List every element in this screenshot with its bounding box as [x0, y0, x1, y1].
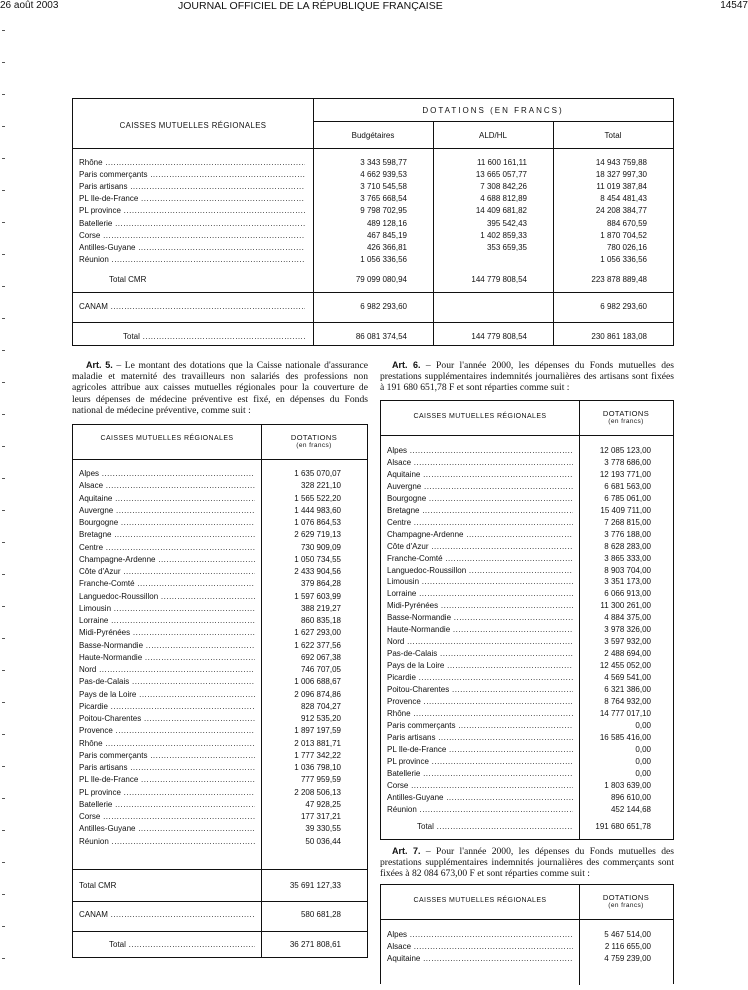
row-value: 11 600 161,11 [477, 158, 527, 167]
col-header-en-francs: (en francs) [296, 442, 332, 449]
table-row [381, 732, 673, 744]
table-row [73, 836, 367, 848]
table-row [381, 517, 673, 529]
row-value: 2 629 719,13 [294, 530, 341, 540]
row-label: Paris artisans ..... [387, 732, 573, 744]
row-label: Bourgogne ..... [387, 493, 573, 505]
article-5-label: Art. 5. [86, 360, 113, 370]
row-value: 1 635 070,07 [294, 469, 341, 478]
row-value: 4 688 812,89 [480, 194, 527, 204]
table-row [73, 701, 367, 713]
table-row [73, 627, 367, 639]
table-row [73, 578, 367, 590]
row-value: 1 056 336,56 [600, 254, 647, 264]
row-value: 388 219,27 [300, 603, 341, 613]
row-label: Midi-Pyrénées ..... [387, 600, 573, 612]
table-row [73, 218, 673, 230]
row-label: Pays de la Loire ..... [387, 660, 573, 672]
table-row [381, 941, 673, 953]
row-value: 15 409 711,00 [600, 505, 651, 515]
row-label: Alpes ..... [387, 445, 573, 457]
row-label: Côte d'Azur ..... [387, 541, 573, 553]
row-value: 7 308 842,26 [480, 182, 527, 192]
table-row [73, 566, 367, 578]
article-7-paragraph [380, 846, 674, 880]
row-value: 6 321 386,00 [604, 685, 651, 694]
row-label: Languedoc-Roussillon ..... [79, 591, 255, 603]
row-value: 828 704,27 [300, 701, 341, 711]
table-row [381, 565, 673, 577]
row-value: 16 585 416,00 [599, 732, 651, 742]
row-label: Corse ..... [79, 230, 305, 242]
table-row [381, 505, 673, 517]
row-value: 0,00 [635, 744, 651, 754]
row-label: Batellerie ..... [387, 768, 573, 780]
row-value: 1 076 864,53 [294, 518, 341, 527]
row-value: 50 036,44 [305, 836, 341, 846]
row-label: Haute-Normandie ..... [387, 624, 573, 636]
table-commercants [380, 884, 674, 984]
row-label: Paris artisans ..... [79, 181, 305, 193]
row-label: Alsace ..... [387, 941, 573, 953]
row-label: Nord ..... [79, 664, 255, 676]
row-label: Centre ..... [79, 542, 255, 554]
table-row [381, 612, 673, 624]
row-label: Corse ..... [79, 811, 255, 823]
header-journal-title: JOURNAL OFFICIEL DE LA RÉPUBLIQUE FRANÇAISE [178, 0, 443, 12]
row-label: Alsace ..... [79, 480, 255, 492]
table-medecine-preventive [72, 424, 368, 958]
row-label: Pays de la Loire ..... [79, 689, 255, 701]
row-value: 14 409 681,82 [475, 206, 527, 216]
row-label: Antilles-Guyane ..... [387, 792, 573, 804]
row-label: Picardie ..... [79, 701, 255, 713]
row-value: 860 835,18 [300, 616, 341, 625]
table-row [381, 804, 673, 816]
row-value: 2 488 694,00 [604, 649, 651, 659]
row-label: Poitou-Charentes ..... [387, 684, 573, 696]
row-value: 912 535,20 [300, 714, 341, 723]
row-label: Antilles-Guyane ..... [79, 242, 305, 254]
row-label: Poitou-Charentes ..... [79, 713, 255, 725]
article-5-paragraph [72, 360, 368, 416]
article-7-text: – Pour l'année 2000, les dépenses du Fonds mutuelles des prestations supplémentaires indemnités journalières des commerçants sont fixées à 82 084 673,00 F et sont réparties comme suit : [380, 846, 675, 880]
row-value: 1 050 734,55 [294, 554, 341, 564]
row-value: 24 208 384,77 [595, 206, 647, 216]
table-row [381, 553, 673, 565]
table-row-total: Total ..... 36 271 808,61 [73, 939, 367, 951]
table-row [73, 787, 367, 799]
row-value: 1 803 639,00 [604, 780, 651, 790]
row-label: Bourgogne ..... [79, 517, 255, 529]
row-label: Aquitaine ..... [387, 469, 573, 481]
row-value: 489 128,16 [366, 218, 407, 228]
row-label: Languedoc-Roussillon ..... [387, 565, 573, 577]
row-value: 1 036 798,10 [294, 763, 341, 772]
row-value: 884 670,59 [606, 218, 647, 228]
row-label: Auvergne ..... [79, 505, 255, 517]
page-header [0, 0, 748, 16]
row-value: 692 067,38 [300, 652, 341, 662]
table-row [73, 762, 367, 774]
row-value: 0,00 [635, 768, 651, 778]
row-value: 3 978 326,00 [604, 625, 651, 635]
row-value: 4 884 375,00 [604, 613, 651, 623]
table-row [73, 157, 673, 169]
row-value: 452 144,68 [610, 804, 651, 814]
row-label: Centre ..... [387, 517, 573, 529]
table-dotations-caisses [72, 98, 674, 346]
article-6-text: – Pour l'année 2000, les dépenses du Fonds mutuelles des prestations supplémentaires indemnités journalières des artisans sont fixées à 191 680 651,78 F et sont réparties comme suit : [380, 360, 675, 394]
row-value: 3 765 668,54 [360, 194, 407, 204]
row-value: 6 785 061,00 [604, 493, 651, 503]
table-row [73, 193, 673, 205]
col-header-budgetaires: Budgétaires [351, 131, 395, 140]
row-label: Basse-Normandie ..... [79, 640, 255, 652]
table-row [73, 468, 367, 480]
table-row [73, 689, 367, 701]
table-row [73, 169, 673, 181]
row-label: PL province ..... [387, 756, 573, 768]
table-row-total-cmr: Total CMR 35 691 127,33 [79, 881, 341, 890]
row-label: PL province ..... [79, 205, 305, 217]
row-value: 0,00 [635, 720, 651, 730]
row-value: 11 300 261,00 [600, 601, 651, 611]
row-label: PL Ile-de-France ..... [79, 193, 305, 205]
col-header-en-francs: (en francs) [608, 418, 644, 425]
table-row [381, 929, 673, 941]
row-value: 3 351 173,00 [604, 577, 651, 587]
table-row [73, 591, 367, 603]
row-label: Lorraine ..... [387, 588, 573, 600]
row-value: 18 327 997,30 [595, 170, 647, 180]
table-row [73, 615, 367, 627]
row-value: 1 056 336,56 [360, 254, 407, 264]
row-label: Côte d'Azur ..... [79, 566, 255, 578]
row-value: 13 665 057,77 [475, 170, 527, 180]
col-header-ald: ALD/HL [478, 131, 507, 140]
row-label: Rhône ..... [387, 708, 573, 720]
row-label: Limousin ..... [79, 603, 255, 615]
row-value: 1 565 522,20 [294, 493, 341, 503]
row-value: 3 865 333,00 [604, 553, 651, 563]
table-row [73, 799, 367, 811]
row-label: Limousin ..... [387, 576, 573, 588]
table-row-total: Total ..... 191 680 651,78 [381, 821, 673, 833]
row-value: 39 330,55 [305, 824, 341, 834]
col-header-dotations: DOTATIONS [602, 893, 650, 902]
table-row [73, 529, 367, 541]
row-value: 0,00 [635, 756, 651, 766]
row-value: 379 864,28 [300, 579, 341, 589]
row-label: Franche-Comté ..... [79, 578, 255, 590]
table-row [381, 600, 673, 612]
row-value: 5 467 514,00 [604, 930, 651, 939]
row-label: Bretagne ..... [387, 505, 573, 517]
table-row [381, 768, 673, 780]
row-label: Rhône ..... [79, 157, 305, 169]
row-value: 47 928,25 [305, 799, 341, 809]
row-value: 177 317,21 [300, 812, 341, 821]
table-row-canam: CANAM ..... 6 982 293,60 6 982 293,60 [73, 301, 673, 313]
table-row [73, 738, 367, 750]
table-row [381, 576, 673, 588]
row-value: 1 777 342,22 [294, 750, 341, 760]
row-value: 1 597 603,99 [294, 591, 341, 601]
article-6-paragraph [380, 360, 674, 394]
row-value: 6 066 913,00 [604, 589, 651, 599]
table-row [381, 953, 673, 965]
table-row [73, 505, 367, 517]
table-row-total-cmr: Total CMR 79 099 080,94 144 779 808,54 223 878 889,48 [109, 275, 647, 284]
row-label: Auvergne ..... [387, 481, 573, 493]
table-row [73, 493, 367, 505]
table-row [73, 676, 367, 688]
table-row [381, 684, 673, 696]
table-row [381, 469, 673, 481]
table-artisans [380, 400, 674, 840]
row-label: Batellerie ..... [79, 218, 305, 230]
col-header-caisses: CAISSES MUTUELLES RÉGIONALES [413, 897, 547, 904]
row-value: 328 221,10 [300, 481, 341, 491]
table-row [73, 725, 367, 737]
row-value: 8 628 283,00 [604, 541, 651, 551]
row-value: 3 597 932,00 [604, 637, 651, 647]
row-value: 395 542,43 [486, 218, 527, 228]
row-value: 12 193 771,00 [599, 469, 651, 479]
row-label: Midi-Pyrénées ..... [79, 627, 255, 639]
table-row [381, 541, 673, 553]
row-value: 1 402 859,33 [480, 230, 527, 240]
article-5-text: – Le montant des dotations que la Caisse nationale d'assurance maladie et maternité des travailleurs non salariés des professions non agricoles attribue aux caisses mutuelles régionales pour la couverture de leurs dépenses de médecine préventive est fixé, en dépenses du Fonds national de médecine préventive, comme suit : [72, 360, 368, 416]
row-label: Pas-de-Calais ..... [387, 648, 573, 660]
row-label: Provence ..... [79, 725, 255, 737]
row-label: PL Ile-de-France ..... [79, 774, 255, 786]
row-label: Alsace ..... [387, 457, 573, 469]
row-value: 1 444 983,60 [294, 505, 341, 515]
row-value: 3 776 188,00 [604, 529, 651, 539]
row-value: 1 622 377,56 [294, 640, 341, 650]
row-value: 8 454 481,43 [600, 194, 647, 204]
row-value: 14 943 759,88 [595, 158, 647, 167]
row-label: PL Ile-de-France ..... [387, 744, 573, 756]
table-row [73, 750, 367, 762]
row-label: Réunion ..... [79, 254, 305, 266]
row-label: PL province ..... [79, 787, 255, 799]
table-row [73, 664, 367, 676]
article-6-label: Art. 6. [392, 360, 421, 370]
table-row [73, 254, 673, 266]
row-value: 4 759 239,00 [604, 954, 651, 963]
row-label: Nord ..... [387, 636, 573, 648]
table-row [381, 660, 673, 672]
table-row [73, 774, 367, 786]
row-value: 9 798 702,95 [360, 206, 407, 216]
table-row [381, 792, 673, 804]
row-value: 777 959,59 [300, 775, 341, 785]
row-value: 746 707,05 [300, 665, 341, 674]
row-value: 2 013 881,71 [294, 738, 341, 748]
table-row [381, 648, 673, 660]
table-row [381, 636, 673, 648]
col-header-caisses: CAISSES MUTUELLES RÉGIONALES [413, 413, 547, 420]
row-value: 12 455 052,00 [599, 661, 651, 671]
table-row [381, 708, 673, 720]
row-value: 3 343 598,77 [360, 158, 407, 167]
row-value: 2 208 506,13 [294, 787, 341, 797]
row-label: Franche-Comté ..... [387, 553, 573, 565]
table-row [381, 744, 673, 756]
table-row [73, 554, 367, 566]
row-label: Lorraine ..... [79, 615, 255, 627]
row-label: Champagne-Ardenne ..... [79, 554, 255, 566]
table-row [381, 720, 673, 732]
row-label: Bretagne ..... [79, 529, 255, 541]
table-row-canam: CANAM ..... 580 681,28 [73, 909, 367, 921]
row-value: 3 710 545,58 [360, 182, 407, 192]
row-value: 11 019 387,84 [596, 182, 647, 192]
row-label: Rhône ..... [79, 738, 255, 750]
table-row [73, 517, 367, 529]
table-row [73, 181, 673, 193]
row-value: 8 903 704,00 [604, 565, 651, 575]
row-label: Antilles-Guyane ..... [79, 823, 255, 835]
table-row [381, 672, 673, 684]
row-label: Haute-Normandie ..... [79, 652, 255, 664]
col-header-dotations: DOTATIONS [602, 409, 650, 418]
row-label: Corse ..... [387, 780, 573, 792]
row-value: 467 845,19 [366, 230, 407, 240]
row-value: 6 681 563,00 [604, 481, 651, 491]
row-label: Aquitaine ..... [79, 493, 255, 505]
col-header-caisses: CAISSES MUTUELLES RÉGIONALES [100, 435, 234, 442]
row-value: 12 085 123,00 [599, 446, 651, 455]
col-header-dotations: DOTATIONS (EN FRANCS) [422, 106, 564, 115]
row-value: 14 777 017,10 [599, 708, 651, 718]
col-header-caisses: CAISSES MUTUELLES RÉGIONALES [119, 121, 267, 130]
row-value: 1 870 704,52 [600, 230, 647, 240]
col-header-total: Total [604, 131, 622, 140]
row-label: Alpes ..... [387, 929, 573, 941]
row-label: Paris artisans ..... [79, 762, 255, 774]
article-7-label: Art. 7. [392, 846, 421, 856]
row-label: Paris commerçants ..... [79, 750, 255, 762]
row-label: Paris commerçants ..... [387, 720, 573, 732]
row-value: 896 610,00 [610, 792, 651, 802]
table-row [381, 493, 673, 505]
table-row [73, 652, 367, 664]
row-label: Réunion ..... [79, 836, 255, 848]
table-row [381, 588, 673, 600]
table-row [381, 696, 673, 708]
table-row [73, 823, 367, 835]
row-label: Paris commerçants ..... [79, 169, 305, 181]
row-label: Réunion ..... [387, 804, 573, 816]
table-row [381, 529, 673, 541]
table-row-total: Total ..... 86 081 374,54 144 779 808,54 230 861 183,08 [73, 331, 673, 343]
table-row [381, 481, 673, 493]
row-value: 2 096 874,86 [294, 689, 341, 699]
row-value: 2 116 655,00 [604, 942, 651, 951]
row-label: Batellerie ..... [79, 799, 255, 811]
row-value: 730 909,09 [300, 542, 341, 552]
table-row [381, 457, 673, 469]
row-value: 8 764 932,00 [604, 696, 651, 706]
col-header-dotations: DOTATIONS [290, 433, 338, 442]
table-row [381, 624, 673, 636]
row-label: Alpes ..... [79, 468, 255, 480]
row-value: 7 268 815,00 [604, 517, 651, 527]
row-label: Picardie ..... [387, 672, 573, 684]
table-row [73, 542, 367, 554]
row-value: 1 897 197,59 [294, 726, 341, 736]
row-value: 3 778 686,00 [604, 457, 651, 467]
row-label: Champagne-Ardenne ..... [387, 529, 573, 541]
table-row [73, 242, 673, 254]
row-label: Provence ..... [387, 696, 573, 708]
table-row [73, 713, 367, 725]
header-date: 26 août 2003 [0, 0, 59, 11]
row-value: 353 659,35 [486, 242, 527, 252]
table-row [381, 780, 673, 792]
table-row [73, 603, 367, 615]
row-label: Pas-de-Calais ..... [79, 676, 255, 688]
table-row [73, 480, 367, 492]
row-value: 1 627 293,00 [294, 628, 341, 638]
table-row [73, 811, 367, 823]
header-page-number: 14547 [720, 0, 748, 11]
row-value: 4 569 541,00 [604, 673, 651, 683]
row-value: 1 006 688,67 [294, 677, 341, 687]
table-row [381, 445, 673, 457]
row-value: 2 433 904,56 [294, 567, 341, 576]
table-row [381, 756, 673, 768]
row-value: 4 662 939,53 [360, 170, 407, 180]
row-value: 426 366,81 [366, 242, 407, 252]
col-header-en-francs: (en francs) [608, 902, 644, 909]
row-value: 780 026,16 [606, 242, 647, 252]
table-row [73, 205, 673, 217]
table-row [73, 640, 367, 652]
row-label: Basse-Normandie ..... [387, 612, 573, 624]
table-row [73, 230, 673, 242]
row-label: Aquitaine ..... [387, 953, 573, 965]
